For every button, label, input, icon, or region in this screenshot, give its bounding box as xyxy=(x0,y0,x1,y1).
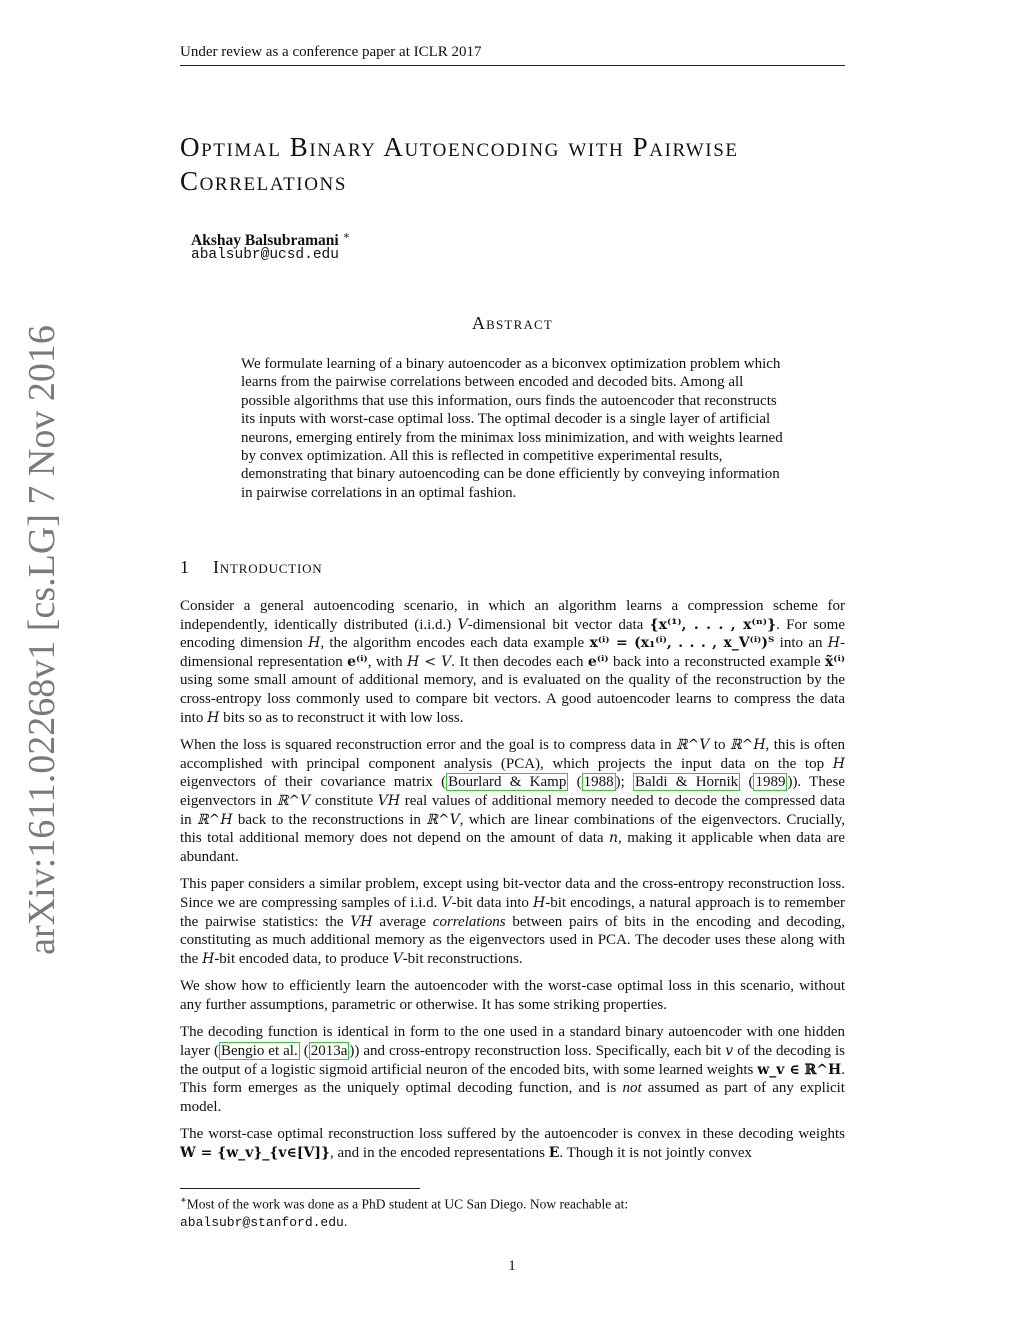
arxiv-identifier[interactable]: arXiv:1611.02268v1 [cs.LG] 7 Nov 2016 xyxy=(21,325,63,955)
abstract-text: We formulate learning of a binary autoencoder as a biconvex optimization problem which learns from the pairwise correlations between encoded and decoded bits. Among all possible algorithms that use this information, ours finds the autoencoder that reconstructs its inputs with worst-case optimal loss. The optimal decoder is a single layer of artificial neurons, emerging entirely from the minimax loss minimization, and with weights learned by convex optimization. All this is reflected in competitive experimental results, demonstrating that binary autoencoding can be done efficiently by conveying information in pairwise correlations in an optimal fashion. xyxy=(241,356,783,501)
page-number: 1 xyxy=(508,1258,516,1274)
body-text xyxy=(180,597,845,1172)
title-line-1: Optimal Binary Autoencoding with Pairwise xyxy=(180,132,739,162)
author-footnote-mark: ∗ xyxy=(342,230,351,242)
section-heading xyxy=(180,557,322,578)
paragraph-1: Consider a general autoencoding scenario, in which an algorithm learns a compression scheme for independently, identically distributed (i.i.d.) V-dimensional bit vector data {x⁽¹⁾, . . . , x⁽ⁿ⁾}. For some encoding dimension H, the algorithm encodes each data example x⁽ⁱ⁾ = (x₁⁽ⁱ⁾, . . . , x_V⁽ⁱ⁾)ᵀ into an H-dimensional representation e⁽ⁱ⁾, with H < V. It then decodes each e⁽ⁱ⁾ back into a reconstructed example x̃⁽ⁱ⁾ using some small amount of additional memory, and is evaluated on the quality of the reconstruction by the cross-entropy loss commonly used to compare bit vectors. A good autoencoder learns to compress the data into H bits so as to reconstruct it with low loss. xyxy=(180,598,846,726)
author-name-text: Akshay Balsubramani xyxy=(191,232,339,250)
citation-year-1988[interactable]: 1988 xyxy=(583,774,614,791)
running-header: Under review as a conference paper at ICLR 2017 xyxy=(180,44,482,60)
footnote-text: Most of the work was done as a PhD student at UC San Diego. Now reachable at: xyxy=(186,1196,629,1212)
footnote-email[interactable]: abalsubr@stanford.edu xyxy=(180,1214,344,1230)
section-number: 1 xyxy=(180,557,190,577)
title-line-2: Correlations xyxy=(180,166,348,196)
paragraph-3: This paper considers a similar problem, except using bit-vector data and the cross-entropy reconstruction loss. Since we are compressing samples of i.i.d. V-bit data into H-bit encodings, a natural approach is to remember the pairwise statistics: the VH average correlations between pairs of bits in the encoding and decoding, constituting as much additional memory as the eigenvectors used in PCA. The decoder uses these along with the H-bit encoded data, to produce V-bit reconstructions. xyxy=(180,876,845,967)
header-rule xyxy=(180,65,845,66)
abstract-heading: Abstract xyxy=(471,313,554,333)
footnote-mark: ∗ xyxy=(180,1195,187,1206)
section-title: Introduction xyxy=(213,557,323,577)
paragraph-2: When the loss is squared reconstruction error and the goal is to compress data in ℝ^V to ℝ^H, this is often accomplished with principal component analysis (PCA), which projects the input data on the top H eigenvectors of their covariance matrix ( Bourlard & Kamp ( 1988 ); Baldi & Hornik ( 1989 )). These eigenvectors in ℝ^V constitute VH real values of additional memory needed to decode the compressed data in ℝ^H back to the reconstructions in ℝ^V, which are linear combinations of the eigenvectors. Crucially, this total additional memory does not depend on the amount of data n, making it applicable when data are abundant. xyxy=(180,737,845,865)
paragraph-5: The decoding function is identical in form to the one used in a standard binary autoencoder with one hidden layer ( Bengio et al. ( 2013a )) and cross-entropy reconstruction loss. Specifically, each bit v of the decoding is the output of a logistic sigmoid artificial neuron of the encoded bits, with some learned weights w_v ∈ ℝ^H. This form emerges as the uniquely optimal decoding function, and is not assumed as part of any explicit model. xyxy=(180,1024,845,1115)
paragraph-6: The worst-case optimal reconstruction loss suffered by the autoencoder is convex in these decoding weights W = {w_v}_{v∈[V]}, and in the encoded representations E. Though it is not jointly convex xyxy=(180,1126,845,1162)
footnote-rule xyxy=(180,1188,420,1189)
citation-bourlard-kamp[interactable]: Bourlard & Kamp xyxy=(448,774,567,791)
author-email[interactable]: abalsubr@ucsd.edu xyxy=(191,247,339,263)
paragraph-4: We show how to efficiently learn the autoencoder with the worst-case optimal loss in this scenario, without any further assumptions, parametric or otherwise. It has some striking properties. xyxy=(180,978,845,1013)
citation-year-1989[interactable]: 1989 xyxy=(755,774,786,791)
paper-title xyxy=(180,130,845,198)
citation-year-2013a[interactable]: 2013a xyxy=(310,1043,348,1060)
citation-baldi-hornik[interactable]: Baldi & Hornik xyxy=(635,774,739,791)
citation-bengio-et-al[interactable]: Bengio et al. xyxy=(220,1043,298,1060)
footnote: ∗Most of the work was done as a PhD student at UC San Diego. Now reachable at: abalsubr@stanford.edu. xyxy=(180,1195,629,1230)
